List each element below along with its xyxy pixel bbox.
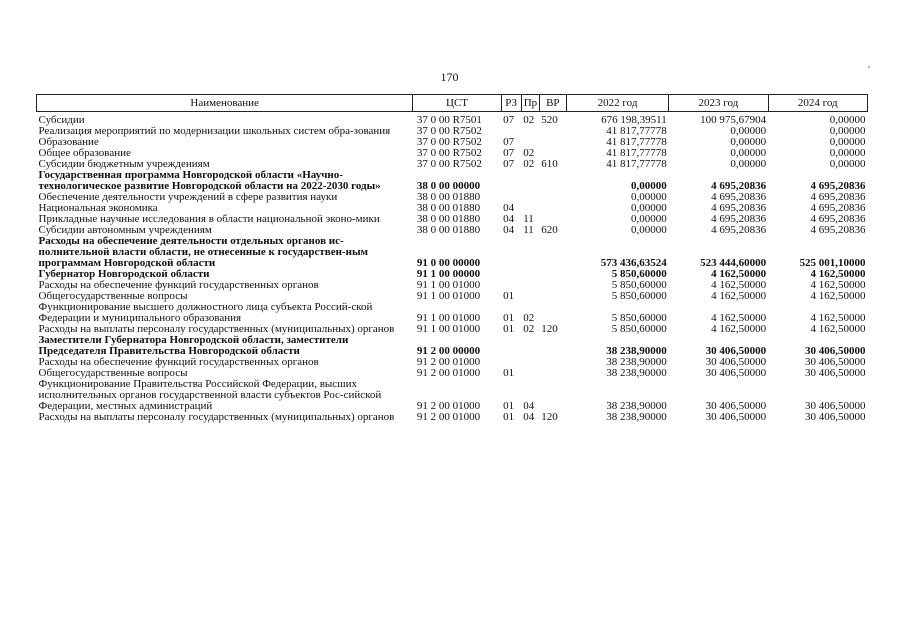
cell-2023: 30 406,50000 (705, 367, 767, 379)
cell-name: Заместители Губернатора Новгородской области, заместители Председателя Правительства Новгородской области (38, 334, 349, 357)
cell-2024: 0,00000 (829, 136, 866, 148)
cell-vr (539, 368, 566, 379)
cell-2022: 38 238,90000 (606, 345, 667, 357)
cell-vr (539, 170, 566, 192)
cell-vr (539, 236, 566, 269)
cell-name: Губернатор Новгородской области (38, 268, 210, 280)
cell-cst: 37 0 00 R7502 (416, 158, 482, 170)
cell-name: Функционирование Правительства Российской Федерации, высших исполнительных органов государственной власти субъектов Рос-сийской Федерации, местных администраций (38, 378, 382, 412)
cell-pr (521, 291, 539, 302)
cell-2024: 30 406,50000 (805, 400, 866, 412)
cell-cst: 38 0 00 01880 (416, 224, 481, 236)
cell-cst: 91 1 00 01000 (416, 312, 481, 324)
cell-pr (521, 236, 539, 269)
cell-2024: 4 695,20836 (810, 202, 866, 214)
cell-pr: 02 (523, 323, 535, 335)
cell-name: Прикладные научные исследования в области национальной эконо-мики (38, 213, 380, 225)
cell-2023: 100 975,67904 (700, 114, 767, 126)
cell-2022: 0,00000 (630, 213, 667, 225)
table-row (37, 379, 868, 412)
cell-vr (539, 137, 566, 148)
cell-vr: 620 (541, 224, 558, 236)
cell-2024: 30 406,50000 (805, 356, 866, 368)
cell-cst: 37 0 00 R7502 (416, 147, 482, 159)
table-row-section (37, 170, 868, 192)
cell-2024: 30 406,50000 (805, 367, 866, 379)
cell-rz: 01 (503, 312, 515, 324)
cell-2023: 4 695,20836 (711, 191, 767, 203)
cell-2022: 38 238,90000 (606, 411, 667, 423)
cell-2022: 38 238,90000 (606, 356, 667, 368)
cell-rz: 01 (503, 400, 515, 412)
table-row-section (37, 335, 868, 357)
cell-name: Образование (38, 136, 99, 148)
cell-pr: 04 (523, 411, 535, 423)
cell-pr: 11 (523, 224, 534, 236)
cell-rz: 04 (503, 224, 515, 236)
header-vr: ВР (539, 95, 566, 112)
cell-rz: 01 (503, 323, 515, 335)
cell-rz (501, 236, 521, 269)
cell-2024: 0,00000 (829, 158, 866, 170)
table-row-section (37, 236, 868, 269)
cell-pr: 11 (523, 213, 534, 225)
cell-2022: 0,00000 (630, 224, 667, 236)
cell-cst: 37 0 00 R7502 (416, 125, 482, 137)
cell-2024: 4 695,20836 (810, 213, 866, 225)
budget-table (36, 94, 868, 423)
cell-2023: 30 406,50000 (705, 356, 767, 368)
cell-2024: 4 695,20836 (810, 180, 866, 192)
cell-name: Субсидии бюджетным учреждениям (38, 158, 210, 170)
cell-rz: 01 (503, 367, 515, 379)
cell-2024: 30 406,50000 (805, 411, 866, 423)
cell-vr: 520 (541, 114, 558, 126)
cell-pr (521, 170, 539, 192)
cell-pr (521, 335, 539, 357)
page-number: 170 (440, 70, 459, 84)
cell-2024: 0,00000 (829, 147, 866, 159)
cell-2024: 4 695,20836 (810, 224, 866, 236)
cell-2022: 41 817,77778 (606, 136, 667, 148)
table-row (37, 302, 868, 324)
cell-cst: 38 0 00 01880 (416, 202, 481, 214)
cell-cst: 38 0 00 01880 (416, 191, 481, 203)
cell-2023: 4 162,50000 (711, 279, 767, 291)
cell-vr (539, 335, 566, 357)
cell-name: Субсидии (38, 114, 85, 126)
cell-2023: 4 162,50000 (711, 268, 767, 280)
scan-speck (868, 66, 870, 68)
cell-2024: 525 001,10000 (799, 257, 866, 269)
cell-vr (539, 192, 566, 203)
cell-2022: 5 850,60000 (611, 279, 667, 291)
header-cst: ЦСТ (413, 95, 501, 112)
cell-cst: 37 0 00 R7501 (416, 114, 482, 126)
cell-pr (521, 280, 539, 291)
cell-2023: 4 162,50000 (711, 312, 767, 324)
cell-name: Расходы на обеспечение деятельности отдельных органов ис-полнительной власти области, не отнесенные к государствен-ным программам Новгородской области (38, 235, 369, 269)
cell-name: Национальная экономика (38, 202, 158, 214)
cell-cst: 91 1 00 01000 (416, 323, 481, 335)
cell-vr (539, 126, 566, 137)
cell-2022: 676 198,39511 (601, 114, 667, 126)
cell-2024: 4 162,50000 (810, 279, 866, 291)
cell-rz: 04 (503, 213, 515, 225)
cell-vr (539, 357, 566, 368)
cell-name: Расходы на выплаты персоналу государственных (муниципальных) органов (38, 411, 395, 423)
cell-pr (521, 368, 539, 379)
cell-rz: 04 (503, 202, 515, 214)
cell-2024: 4 162,50000 (810, 268, 866, 280)
cell-2022: 5 850,60000 (611, 312, 667, 324)
cell-2023: 30 406,50000 (705, 400, 767, 412)
table-row (37, 412, 868, 423)
cell-vr (539, 280, 566, 291)
cell-2022: 41 817,77778 (606, 147, 667, 159)
cell-name: Государственная программа Новгородской области «Научно-технологическое развитие Новгородской области на 2022-2030 годы» (38, 169, 381, 192)
header-2024: 2024 год (768, 95, 867, 112)
cell-2022: 5 850,60000 (611, 290, 667, 302)
cell-name: Расходы на обеспечение функций государственных органов (38, 279, 319, 291)
cell-cst: 91 2 00 00000 (416, 345, 481, 357)
cell-2023: 0,00000 (730, 125, 767, 137)
cell-rz: 07 (503, 114, 515, 126)
cell-2022: 41 817,77778 (606, 158, 667, 170)
cell-name: Расходы на выплаты персоналу государственных (муниципальных) органов (38, 323, 395, 335)
cell-2023: 4 695,20836 (711, 202, 767, 214)
cell-vr (539, 291, 566, 302)
cell-name: Расходы на обеспечение функций государственных органов (38, 356, 319, 368)
cell-vr (539, 203, 566, 214)
cell-rz: 07 (503, 147, 515, 159)
cell-vr: 120 (541, 323, 558, 335)
cell-2022: 5 850,60000 (611, 323, 667, 335)
cell-rz (501, 335, 521, 357)
cell-vr (539, 269, 566, 280)
cell-pr (521, 192, 539, 203)
cell-2024: 4 162,50000 (810, 312, 866, 324)
header-rz: РЗ (501, 95, 521, 112)
cell-cst: 91 0 00 00000 (416, 257, 481, 269)
cell-rz (501, 269, 521, 280)
cell-cst: 38 0 00 00000 (416, 180, 481, 192)
header-2022: 2022 год (566, 95, 668, 112)
cell-pr (521, 269, 539, 280)
cell-vr (539, 379, 566, 412)
cell-pr (521, 357, 539, 368)
cell-2022: 573 436,63524 (600, 257, 667, 269)
cell-2023: 4 695,20836 (711, 180, 767, 192)
cell-2022: 38 238,90000 (606, 367, 667, 379)
cell-2022: 0,00000 (630, 191, 667, 203)
cell-2023: 0,00000 (730, 136, 767, 148)
cell-2023: 4 162,50000 (711, 323, 767, 335)
cell-cst: 91 1 00 00000 (416, 268, 481, 280)
cell-2023: 0,00000 (730, 158, 767, 170)
table-row (37, 112, 868, 127)
cell-cst: 91 2 00 01000 (416, 400, 481, 412)
cell-cst: 91 2 00 01000 (416, 356, 481, 368)
cell-rz: 07 (503, 136, 515, 148)
header-name: Наименование (37, 95, 413, 112)
cell-2023: 4 162,50000 (711, 290, 767, 302)
cell-2024: 0,00000 (829, 114, 866, 126)
cell-rz: 01 (503, 411, 515, 423)
cell-cst: 91 1 00 01000 (416, 279, 481, 291)
cell-cst: 91 1 00 01000 (416, 290, 481, 302)
cell-2023: 4 695,20836 (711, 213, 767, 225)
cell-2023: 30 406,50000 (705, 345, 767, 357)
cell-name: Общегосударственные вопросы (38, 367, 188, 379)
cell-pr: 02 (523, 312, 535, 324)
cell-2022: 0,00000 (630, 202, 667, 214)
cell-2024: 4 162,50000 (810, 290, 866, 302)
cell-pr: 02 (523, 158, 535, 170)
cell-2023: 4 695,20836 (711, 224, 767, 236)
cell-name: Реализация мероприятий по модернизации школьных систем обра-зования (38, 125, 391, 137)
cell-cst: 38 0 00 01880 (416, 213, 481, 225)
cell-2022: 38 238,90000 (606, 400, 667, 412)
header-2023: 2023 год (669, 95, 768, 112)
cell-rz (501, 170, 521, 192)
cell-pr: 02 (523, 147, 535, 159)
cell-pr: 04 (523, 400, 535, 412)
cell-name: Общее образование (38, 147, 131, 159)
cell-cst: 91 2 00 01000 (416, 411, 481, 423)
cell-2024: 0,00000 (829, 125, 866, 137)
cell-vr (539, 302, 566, 324)
cell-2022: 41 817,77778 (606, 125, 667, 137)
table-header-row (37, 95, 868, 112)
cell-2023: 0,00000 (730, 147, 767, 159)
cell-2023: 30 406,50000 (705, 411, 767, 423)
cell-2024: 30 406,50000 (805, 345, 866, 357)
cell-vr: 120 (541, 411, 558, 423)
cell-name: Функционирование высшего должностного лица субъекта Россий-ской Федерации и муниципального образования (38, 301, 373, 324)
cell-rz: 01 (503, 290, 515, 302)
cell-2022: 5 850,60000 (611, 268, 667, 280)
cell-name: Общегосударственные вопросы (38, 290, 188, 302)
cell-pr: 02 (523, 114, 535, 126)
cell-vr: 610 (541, 158, 558, 170)
cell-2022: 0,00000 (630, 180, 667, 192)
cell-rz: 07 (503, 158, 515, 170)
cell-name: Обеспечение деятельности учреждений в сфере развития науки (38, 191, 338, 203)
header-pr: Пр (521, 95, 539, 112)
cell-cst: 91 2 00 01000 (416, 367, 481, 379)
cell-cst: 37 0 00 R7502 (416, 136, 482, 148)
cell-2024: 4 695,20836 (810, 191, 866, 203)
cell-pr (521, 126, 539, 137)
cell-2024: 4 162,50000 (810, 323, 866, 335)
cell-2023: 523 444,60000 (700, 257, 767, 269)
cell-name: Субсидии автономным учреждениям (38, 224, 212, 236)
